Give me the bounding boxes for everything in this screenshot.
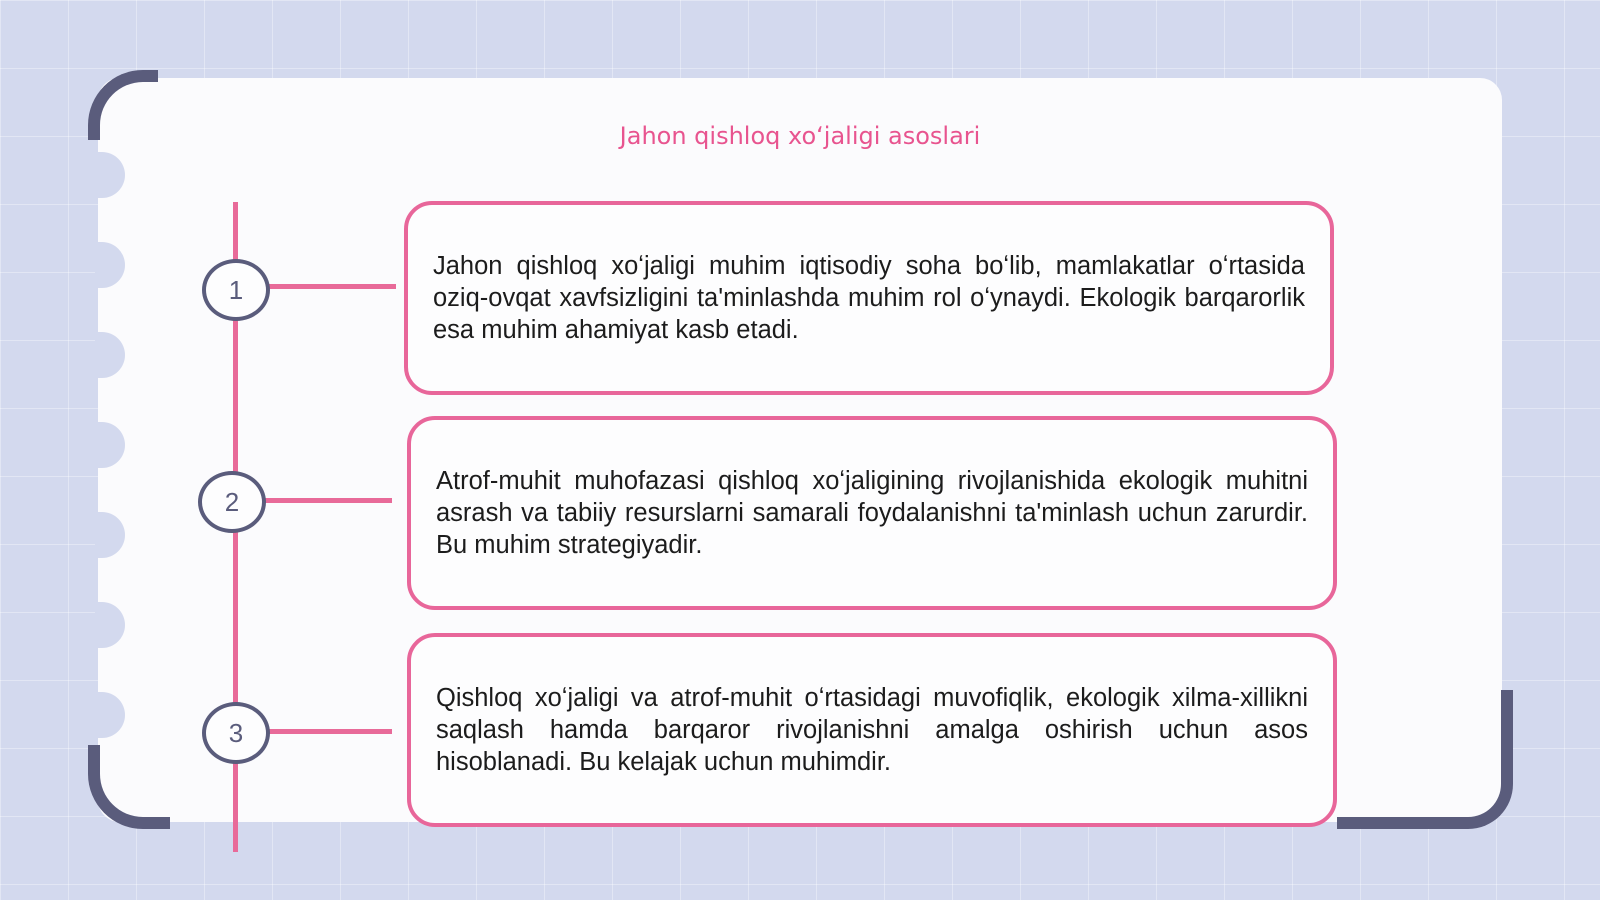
info-text-2: Atrof-muhit muhofazasi qishloq xoʻjaligining rivojlanishida ekologik muhitni asrash va tabiiy resurslarni samarali foydalanishni ta'minlash uchun zarurdir. Bu muhim strategiyadir. xyxy=(436,467,1308,559)
corner-bracket-bottom-right xyxy=(1337,690,1513,829)
step-number-2: 2 xyxy=(198,471,266,533)
corner-bracket-bottom-left xyxy=(88,745,170,829)
timeline-connector-2 xyxy=(258,498,392,503)
step-number-3: 3 xyxy=(202,702,270,764)
info-box-1 xyxy=(404,201,1334,395)
slide-title: Jahon qishloq xoʻjaligi asoslari xyxy=(619,122,981,150)
info-text-1: Jahon qishloq xoʻjaligi muhim iqtisodiy soha boʻlib, mamlakatlar oʻrtasida oziq-ovqat xavfsizligini ta'minlashda muhim rol oʻynaydi. Ekologik barqarorlik esa muhim ahamiyat kasb etadi. xyxy=(433,252,1305,344)
step-number-1: 1 xyxy=(202,259,270,321)
timeline-connector-3 xyxy=(262,729,392,734)
timeline-connector-1 xyxy=(262,284,396,289)
info-box-2 xyxy=(407,416,1337,610)
info-text-3: Qishloq xoʻjaligi va atrof-muhit oʻrtasidagi muvofiqlik, ekologik xilma-xillikni saqlash hamda barqaror rivojlanishni amalga oshirish uchun asos hisoblanadi. Bu kelajak uchun muhimdir. xyxy=(436,684,1308,776)
info-box-3 xyxy=(407,633,1337,827)
